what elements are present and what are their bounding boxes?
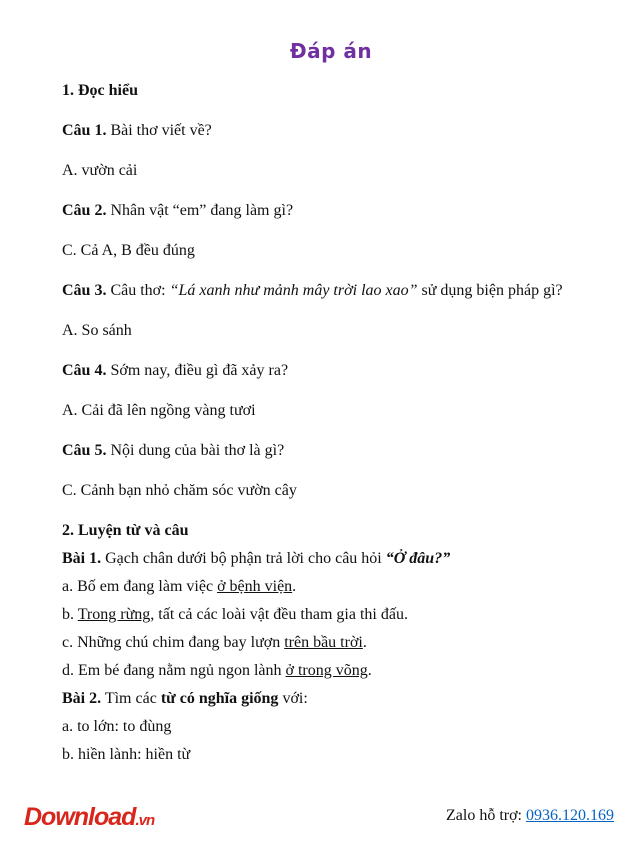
document-body xyxy=(0,38,636,764)
exercise-1-item-b xyxy=(62,605,600,624)
exercise-2-bold: từ có nghĩa giống xyxy=(160,690,279,707)
question-4 xyxy=(62,361,600,380)
item-a-post: . xyxy=(292,578,297,595)
exercise-1-emphasis: “Ở đâu?” xyxy=(385,550,451,567)
exercise-2-item-b: b. hiền lành: hiền từ xyxy=(62,746,191,763)
item-a-underlined: ở bệnh viện xyxy=(217,578,293,595)
item-b-underlined: Trong rừng xyxy=(77,606,151,623)
question-3-post: sử dụng biện pháp gì? xyxy=(417,282,563,299)
zalo-support-line xyxy=(446,803,614,827)
question-3-pre: Câu thơ: xyxy=(106,282,170,299)
item-a-pre: a. Bố em đang làm việc xyxy=(62,578,218,595)
question-5-label: Câu 5. xyxy=(62,442,107,459)
exercise-1-item-c xyxy=(62,633,600,652)
logo-suffix-text: .vn xyxy=(135,812,155,829)
answer-2: C. Cả A, B đều đúng xyxy=(62,242,195,259)
exercise-1-text: Gạch chân dưới bộ phận trả lời cho câu hỏi xyxy=(101,550,386,567)
document-page xyxy=(0,38,636,842)
question-4-text: Sớm nay, điều gì đã xảy ra? xyxy=(106,362,289,379)
question-3-quote: “Lá xanh như mảnh mây trời lao xao” xyxy=(169,282,418,299)
item-d-underlined: ở trong võng xyxy=(285,662,368,679)
question-1 xyxy=(62,121,600,140)
section2-heading: 2. Luyện từ và câu xyxy=(62,522,189,539)
answer-3: A. So sánh xyxy=(62,322,132,339)
question-2-text: Nhân vật “em” đang làm gì? xyxy=(106,202,294,219)
question-5-text: Nội dung của bài thơ là gì? xyxy=(106,442,285,459)
question-1-label: Câu 1. xyxy=(62,122,107,139)
question-3-label: Câu 3. xyxy=(62,282,107,299)
exercise-1-label: Bài 1. xyxy=(62,550,102,567)
item-d-post: . xyxy=(367,662,372,679)
question-4-label: Câu 4. xyxy=(62,362,107,379)
exercise-2-label: Bài 2. xyxy=(62,690,102,707)
item-b-post: , tất cả các loài vật đều tham gia thi đấu. xyxy=(150,606,408,623)
question-3 xyxy=(62,281,600,300)
item-c-pre: c. Những chú chim đang bay lượn xyxy=(62,634,285,651)
page-title: Đáp án xyxy=(289,39,373,63)
answer-4: A. Cải đã lên ngồng vàng tươi xyxy=(62,402,256,419)
exercise-2-pre: Tìm các xyxy=(101,690,161,707)
section1-heading: 1. Đọc hiểu xyxy=(62,82,138,99)
item-c-underlined: trên bầu trời xyxy=(284,634,363,651)
question-2-label: Câu 2. xyxy=(62,202,107,219)
question-2 xyxy=(62,201,600,220)
item-b-pre: b. xyxy=(62,606,78,623)
exercise-2-item-a: a. to lớn: to đùng xyxy=(62,718,172,735)
zalo-phone-link[interactable]: 0936.120.169 xyxy=(526,807,614,824)
zalo-support-label: Zalo hỗ trợ: xyxy=(446,807,526,824)
item-c-post: . xyxy=(362,634,367,651)
answer-1: A. vườn cải xyxy=(62,162,138,179)
question-5 xyxy=(62,441,600,460)
exercise-2-post: với: xyxy=(278,690,308,707)
exercise-2 xyxy=(62,689,600,708)
exercise-1-item-d xyxy=(62,661,600,680)
page-footer xyxy=(24,803,614,835)
exercise-1-item-a xyxy=(62,577,600,596)
logo-main-text: Download xyxy=(24,803,136,831)
exercise-1 xyxy=(62,549,600,568)
item-d-pre: d. Em bé đang nằm ngủ ngon lành xyxy=(62,662,286,679)
question-1-text: Bài thơ viết về? xyxy=(106,122,212,139)
downloadvn-logo xyxy=(24,803,154,835)
answer-5: C. Cảnh bạn nhỏ chăm sóc vườn cây xyxy=(62,482,297,499)
